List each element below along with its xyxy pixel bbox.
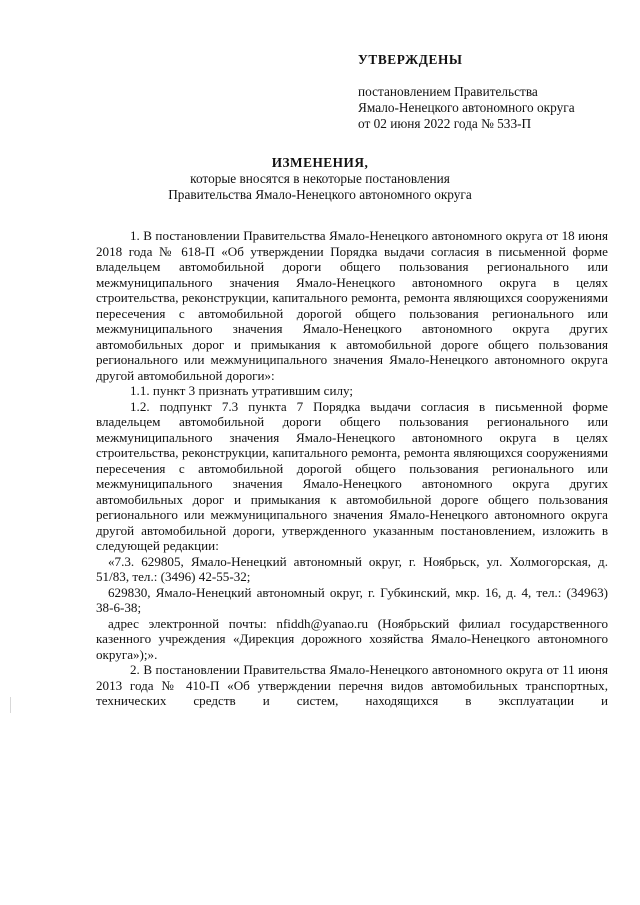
paragraph-1-2: 1.2. подпункт 7.3 пункта 7 Порядка выдачи согласия в письменной форме владельцем автомобильной дороги общего пользования регионального или межмуниципального значения Ямало-Ненецкого автономного округа в целях строительства, реконструкции, капитального ремонта, ремонта являющихся сооружениями пересечения с автомобильной дорогой общего пользования регионального или межмуниципального значения Ямало-Ненецкого автономного округа других автомобильных дорог и примыкания к автомобильной дороге общего пользования регионального или межмуниципального значения Ямало-Ненецкого автономного округа другой автомобильной дороги, утвержденного указанным постановлением, изложить в следующей редакции: xyxy=(96,398,608,553)
approval-line: постановлением Правительства xyxy=(358,84,538,99)
approval-date-line: от 02 июня 2022 года № 533-П xyxy=(358,116,532,131)
document-body xyxy=(96,228,608,709)
document-title: ИЗМЕНЕНИЯ, xyxy=(271,155,369,170)
document-subtitle: Правительства Ямало-Ненецкого автономного округа xyxy=(168,187,472,202)
approval-title: УТВЕРЖДЕНЫ xyxy=(358,52,463,67)
paragraph-2: 2. В постановлении Правительства Ямало-Ненецкого автономного округа от 11 июня 2013 года № 410-П «Об утверждении перечня видов автомобильных транспортных, технических средств и систем, находящихся в эксплуатации и xyxy=(96,662,608,708)
approval-block xyxy=(358,52,628,132)
address-gubkinsky: 629830, Ямало-Ненецкий автономный округ, г. Губкинский, мкр. 16, д. 4, тел.: (34963) 38-6-38; xyxy=(96,584,608,615)
email-paragraph: адрес электронной почты: nfiddh@yanao.ru (Ноябрьский филиал государственного казенного учреждения «Дирекция дорожного хозяйства Ямало-Ненецкого автономного округа»);». xyxy=(96,615,608,662)
paragraph-1-1: 1.1. пункт 3 признать утратившим силу; xyxy=(130,383,354,398)
address-noyabrsk: «7.3. 629805, Ямало-Ненецкий автономный округ, г. Ноябрьск, ул. Холмогорская, д. 51/83, тел.: (3496) 42-55-32; xyxy=(96,553,608,584)
document-heading xyxy=(90,155,550,203)
approval-line: Ямало-Ненецкого автономного округа xyxy=(358,100,575,115)
document-subtitle: которые вносятся в некоторые постановления xyxy=(190,171,450,186)
paragraph-1: 1. В постановлении Правительства Ямало-Ненецкого автономного округа от 18 июня 2018 года № 618-П «Об утверждении Порядка выдачи согласия в письменной форме владельцем автомобильной дороги общего пользования регионального или межмуниципального значения Ямало-Ненецкого автономного округа в целях строительства, реконструкции, капитального ремонта, ремонта являющихся сооружениями пересечения с автомобильной дорогой общего пользования регионального или межмуниципального значения Ямало-Ненецкого автономного округа других автомобильных дорог и примыкания к автомобильной дороге общего пользования регионального или межмуниципального значения Ямало-Ненецкого автономного округа другой автомобильной дороги»: xyxy=(96,228,608,383)
scan-margin-mark xyxy=(10,697,11,713)
